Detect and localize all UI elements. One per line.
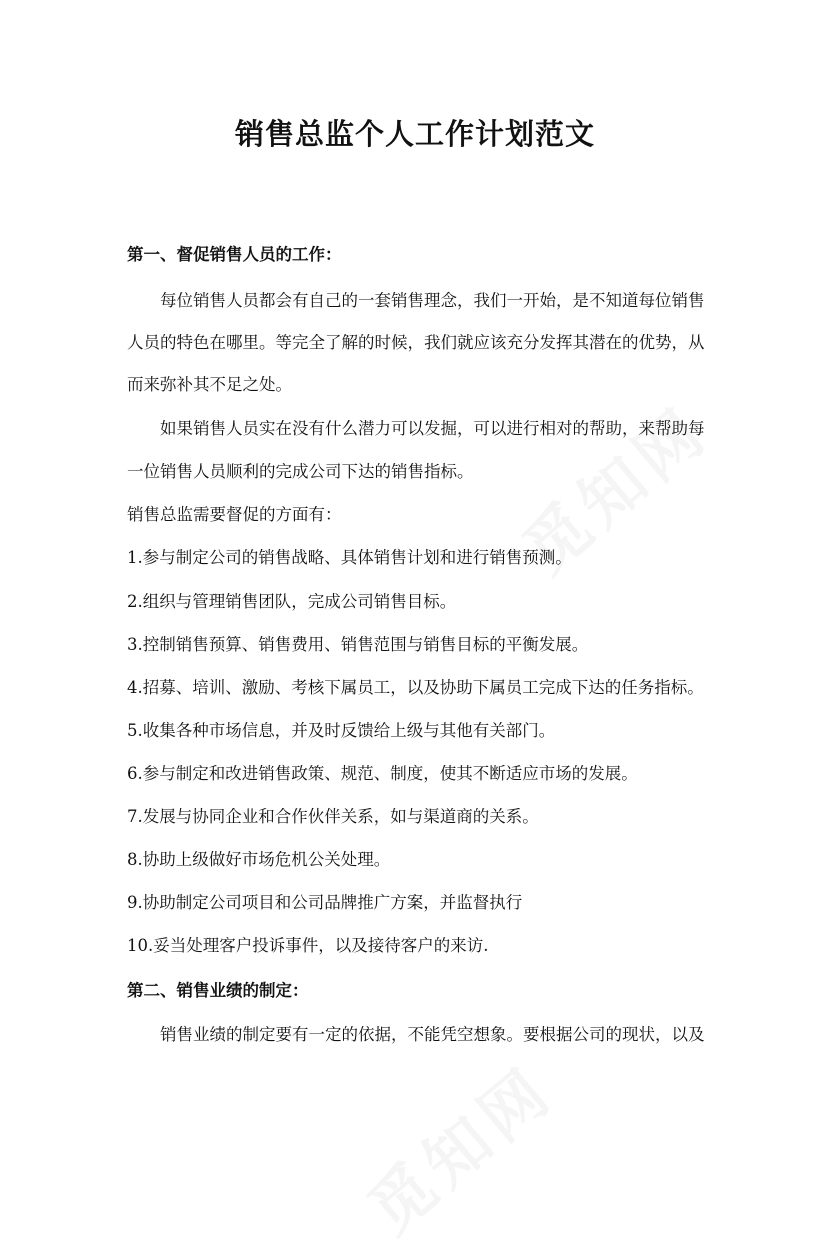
document-title: 销售总监个人工作计划范文 <box>234 117 595 151</box>
list-item: 10.妥当处理客户投诉事件，以及接待客户的来访. <box>127 936 489 955</box>
list-item: 4.招募、培训、激励、考核下属员工，以及协助下属员工完成下达的任务指标。 <box>127 678 704 697</box>
paragraph-line: 每位销售人员都会有自己的一套销售理念，我们一开始，是不知道每位销售 <box>160 291 705 310</box>
list-item: 8.协助上级做好市场危机公关处理。 <box>127 850 391 869</box>
paragraph-line: 一位销售人员顺利的完成公司下达的销售指标。 <box>127 462 474 481</box>
list-item: 2.组织与管理销售团队，完成公司销售目标。 <box>127 592 457 611</box>
list-item: 1.参与制定公司的销售战略、具体销售计划和进行销售预测。 <box>127 548 572 567</box>
paragraph-line: 如果销售人员实在没有什么潜力可以发掘，可以进行相对的帮助，来帮助每 <box>160 419 705 438</box>
paragraph-line: 销售业绩的制定要有一定的依据，不能凭空想象。要根据公司的现状，以及 <box>160 1025 705 1044</box>
list-item: 5.收集各种市场信息，并及时反馈给上级与其他有关部门。 <box>127 721 556 740</box>
section-heading: 第一、督促销售人员的工作： <box>127 245 342 264</box>
list-item: 7.发展与协同企业和合作伙伴关系，如与渠道商的关系。 <box>127 807 539 826</box>
list-item: 6.参与制定和改进销售政策、规范、制度，使其不断适应市场的发展。 <box>127 764 638 783</box>
list-intro: 销售总监需要督促的方面有： <box>127 505 342 524</box>
paragraph-line: 人员的特色在哪里。等完全了解的时候，我们就应该充分发挥其潜在的优势，从 <box>127 333 705 352</box>
list-item: 3.控制销售预算、销售费用、销售范围与销售目标的平衡发展。 <box>127 635 589 654</box>
section-heading: 第二、销售业绩的制定： <box>127 981 309 1000</box>
list-item: 9.协助制定公司项目和公司品牌推广方案，并监督执行 <box>127 893 523 912</box>
paragraph-line: 而来弥补其不足之处。 <box>127 375 292 394</box>
watermark <box>346 1041 571 1250</box>
